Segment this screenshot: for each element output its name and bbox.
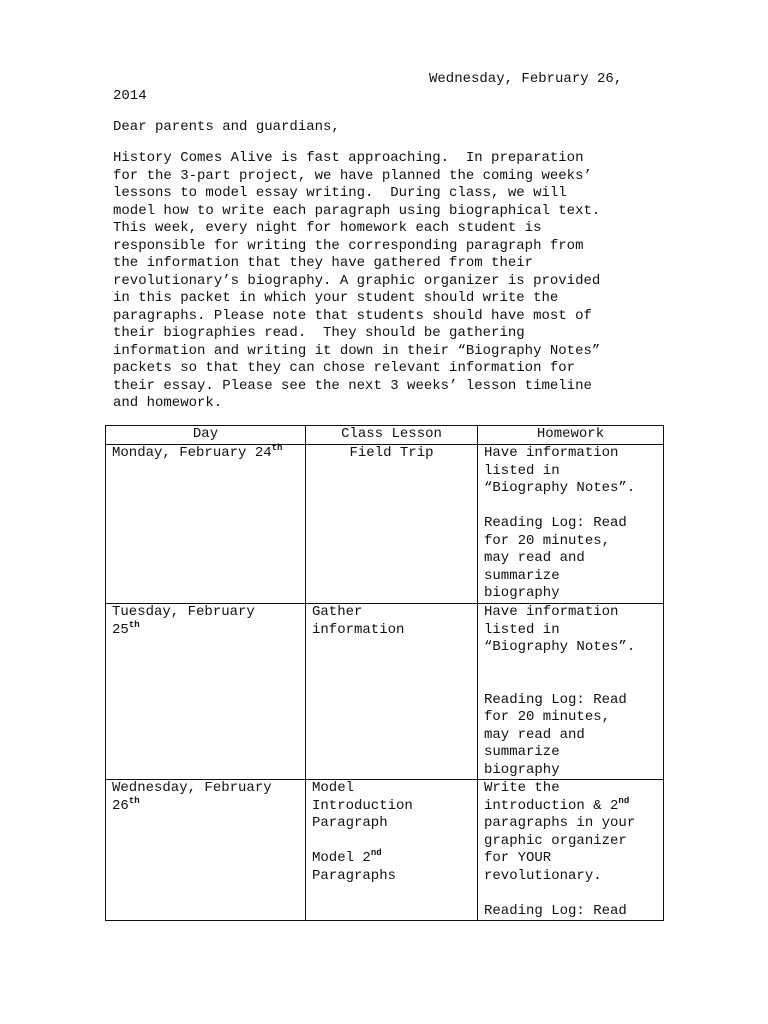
lesson-text: Introduction bbox=[312, 797, 413, 814]
day-text: 25 bbox=[112, 621, 129, 638]
homework-schedule-table bbox=[105, 425, 664, 921]
body-line: responsible for writing the corresponding paragraph from bbox=[113, 237, 584, 254]
homework-line: “Biography Notes”. bbox=[484, 480, 636, 496]
day-suffix: th bbox=[128, 619, 140, 630]
body-line: for the 3-part project, we have planned the coming weeks’ bbox=[113, 167, 592, 184]
homework-line: summarize bbox=[484, 567, 560, 584]
body-line: in this packet in which your student should write the bbox=[113, 290, 559, 306]
day-suffix: th bbox=[128, 795, 140, 806]
homework-line: listed in bbox=[484, 462, 560, 479]
homework-line: Reading Log: Read bbox=[484, 515, 627, 531]
homework-line: Reading Log: Read bbox=[484, 902, 627, 919]
homework-line: listed in bbox=[484, 621, 560, 638]
lesson-cell bbox=[306, 780, 478, 921]
day-suffix: th bbox=[271, 443, 283, 453]
homework-line: for 20 minutes, bbox=[484, 532, 611, 549]
lesson-suffix: nd bbox=[370, 848, 382, 858]
homework-cell bbox=[478, 780, 664, 921]
table-row bbox=[106, 780, 664, 921]
homework-line: for 20 minutes, bbox=[484, 709, 611, 725]
body-line: model how to write each paragraph using biographical text. bbox=[113, 202, 601, 219]
body-line: paragraphs. Please note that students should have most of bbox=[113, 307, 592, 324]
body-line: revolutionary’s biography. A graphic organizer is provided bbox=[113, 272, 601, 289]
homework-line: Have information bbox=[484, 604, 619, 620]
homework-line: introduction & 2 bbox=[484, 797, 619, 814]
table-row bbox=[106, 445, 664, 604]
body-line: their essay. Please see the next 3 weeks’ lesson timeline bbox=[113, 377, 592, 394]
day-cell bbox=[106, 604, 306, 780]
body-line: their biographies read. They should be gathering bbox=[113, 325, 525, 341]
homework-line: Write the bbox=[484, 780, 560, 796]
lesson-text: Paragraphs bbox=[312, 867, 397, 884]
day-cell bbox=[106, 780, 306, 921]
salutation: Dear parents and guardians, bbox=[113, 119, 340, 135]
body-line: This week, every night for homework each student is bbox=[113, 220, 542, 236]
day-text: Monday, February 24 bbox=[112, 445, 272, 461]
homework-line: for YOUR bbox=[484, 850, 552, 866]
lesson-cell bbox=[306, 604, 478, 780]
homework-line: summarize bbox=[484, 744, 560, 760]
lesson-text: information bbox=[312, 621, 405, 638]
lesson-text: Model bbox=[312, 780, 355, 796]
day-text: 26 bbox=[112, 797, 129, 814]
body-line: and homework. bbox=[113, 395, 223, 411]
header-day: Day bbox=[106, 426, 306, 445]
lesson-cell bbox=[306, 445, 478, 604]
day-cell bbox=[106, 445, 306, 604]
homework-line: revolutionary. bbox=[484, 867, 602, 884]
homework-cell bbox=[478, 445, 664, 604]
letter-date: Wednesday, February 26, bbox=[429, 71, 623, 87]
letter-date-year: 2014 bbox=[113, 88, 147, 104]
homework-line: graphic organizer bbox=[484, 832, 627, 849]
body-line: the information that they have gathered from their bbox=[113, 255, 534, 271]
homework-line: biography bbox=[484, 585, 560, 601]
homework-line: may read and bbox=[484, 726, 585, 743]
body-line: packets so that they can chose relevant information for bbox=[113, 360, 576, 376]
body-line: History Comes Alive is fast approaching. In preparation bbox=[113, 150, 584, 166]
homework-line: Reading Log: Read bbox=[484, 691, 627, 708]
table-row bbox=[106, 604, 664, 780]
lesson-text: Gather bbox=[312, 604, 363, 620]
homework-line: biography bbox=[484, 761, 560, 778]
header-class-lesson: Class Lesson bbox=[306, 426, 478, 445]
body-line: lessons to model essay writing. During class, we will bbox=[113, 185, 567, 201]
lesson-text: Paragraph bbox=[312, 815, 388, 831]
homework-suffix: nd bbox=[618, 795, 630, 806]
day-text: Tuesday, February bbox=[112, 604, 255, 620]
homework-line: “Biography Notes”. bbox=[484, 639, 636, 655]
homework-line: paragraphs in your bbox=[484, 815, 636, 831]
header-homework: Homework bbox=[478, 426, 664, 445]
body-line: information and writing it down in their “Biography Notes” bbox=[113, 342, 601, 359]
lesson-text: Field Trip bbox=[349, 445, 434, 461]
homework-line: may read and bbox=[484, 550, 585, 566]
homework-line: Have information bbox=[484, 445, 619, 461]
letter-body bbox=[113, 150, 673, 413]
homework-cell bbox=[478, 604, 664, 780]
lesson-text: Model 2 bbox=[312, 850, 371, 866]
table-header-row bbox=[106, 426, 664, 445]
day-text: Wednesday, February bbox=[112, 780, 272, 796]
